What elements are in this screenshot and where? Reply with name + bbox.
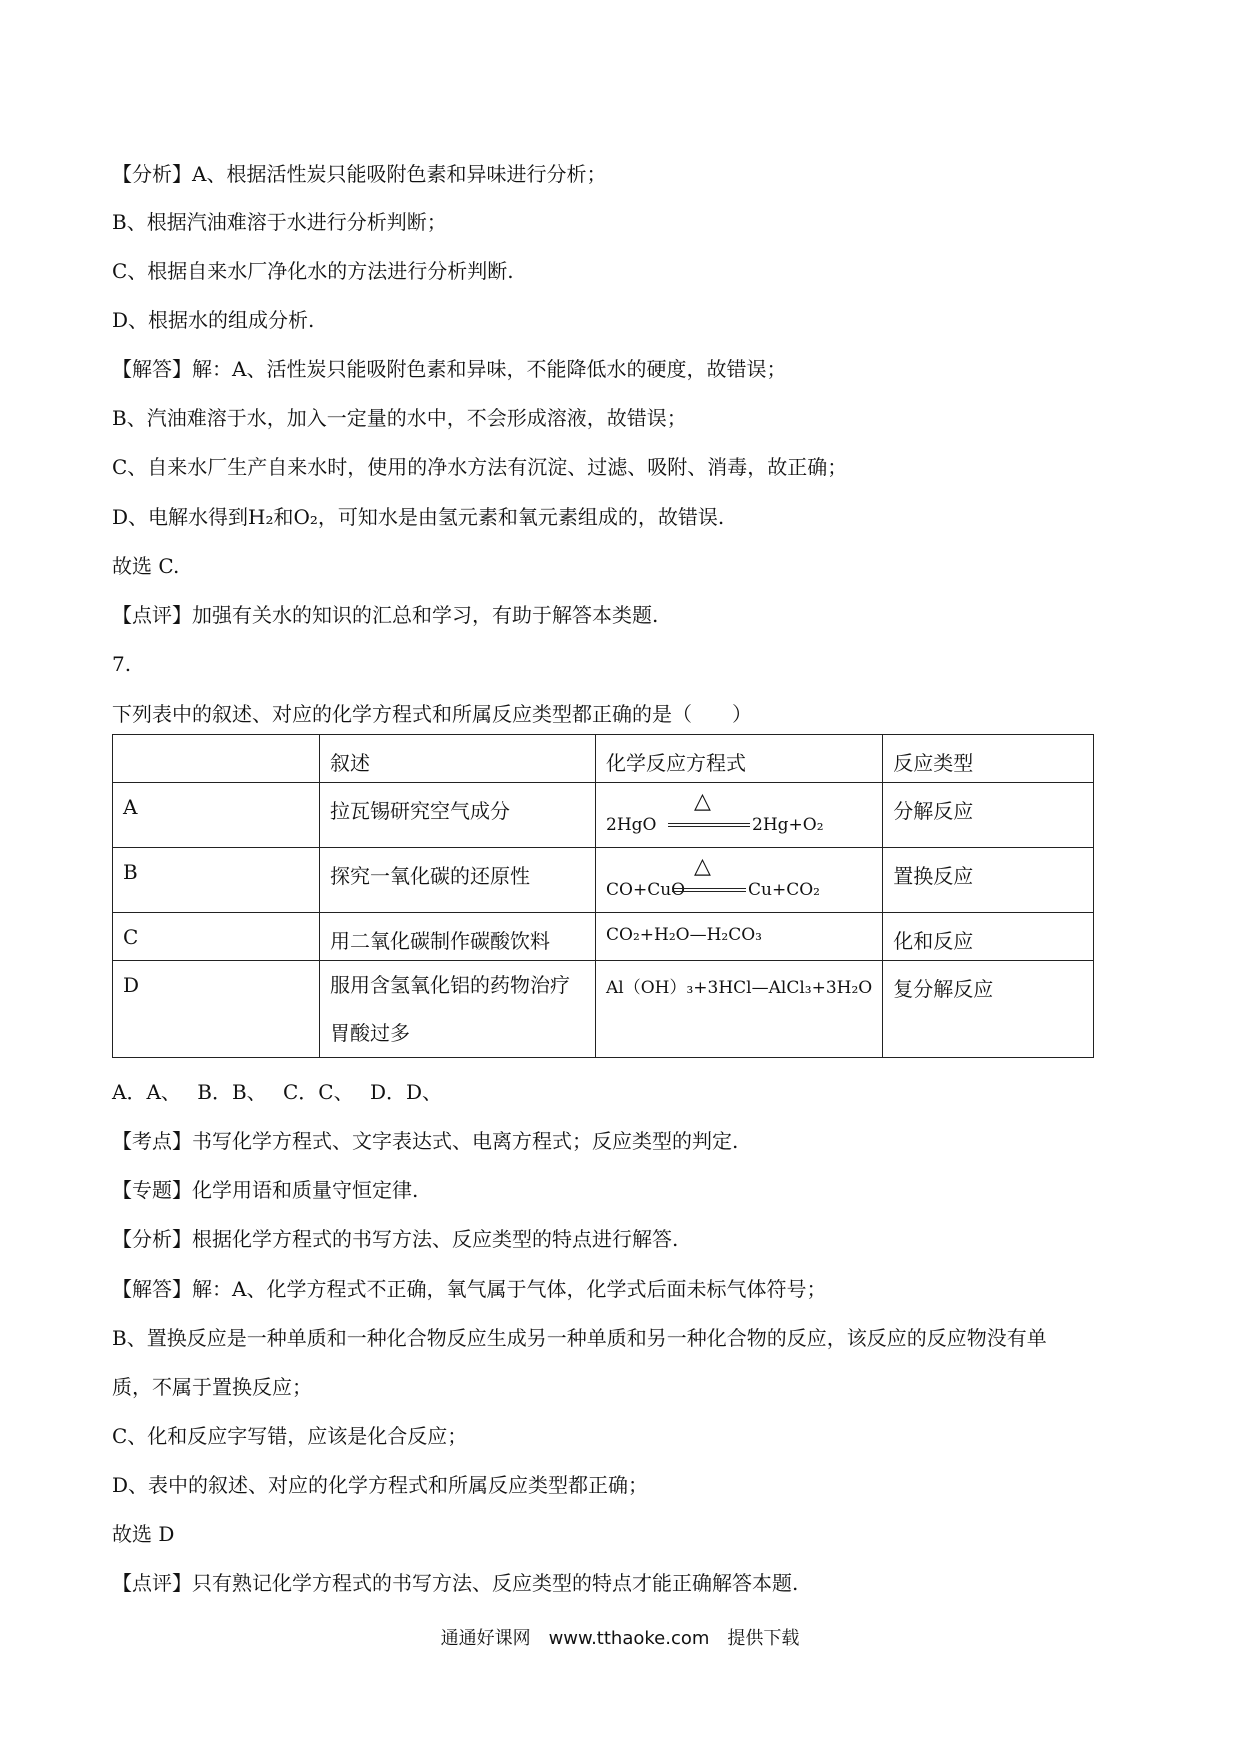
row-reaction-type: 分解反应 xyxy=(883,783,1094,848)
answer-comment: 【点评】加强有关水的知识的汇总和学习，有助于解答本类题. xyxy=(112,603,659,627)
description-line: 胃酸过多 xyxy=(330,1021,410,1045)
table-header-row xyxy=(113,735,1094,783)
row-label: B xyxy=(113,848,320,913)
jieda-line-2a: B、置换反应是一种单质和一种化合物反应生成另一种单质和另一种化合物的反应，该反应的反应物没有单 xyxy=(112,1326,1047,1350)
row-description xyxy=(320,961,596,1058)
equation xyxy=(606,854,872,912)
row-reaction-type: 置换反应 xyxy=(883,848,1094,913)
answer-choice: 故选 C. xyxy=(112,554,180,578)
jieda-line-1: 【解答】解：A、化学方程式不正确，氧气属于气体，化学式后面未标气体符号； xyxy=(112,1277,827,1301)
row-description: 用二氧化碳制作碳酸饮料 xyxy=(320,913,596,961)
kaodian-line: 【考点】书写化学方程式、文字表达式、电离方程式；反应类型的判定. xyxy=(112,1129,739,1153)
zhuanti-line: 【专题】化学用语和质量守恒定律. xyxy=(112,1178,419,1202)
table-header-cell: 化学反应方程式 xyxy=(596,735,883,783)
equation xyxy=(606,789,872,847)
table-header-cell: 反应类型 xyxy=(883,735,1094,783)
question-table xyxy=(112,734,1094,1058)
heat-symbol: △ xyxy=(694,789,711,814)
table-row xyxy=(113,848,1094,913)
row-equation xyxy=(596,783,883,848)
row-label: D xyxy=(113,961,320,1058)
row-equation: Al（OH）₃+3HCl—AlCl₃+3H₂O xyxy=(596,961,883,1058)
answer-line-1: 【解答】解：A、活性炭只能吸附色素和异味，不能降低水的硬度，故错误； xyxy=(112,357,787,381)
answer-line-2: B、汽油难溶于水，加入一定量的水中，不会形成溶液，故错误； xyxy=(112,406,687,430)
table-header-cell: 叙述 xyxy=(320,735,596,783)
row-label: A xyxy=(113,783,320,848)
equation-products: 2Hg+O₂ xyxy=(752,815,824,835)
equation-reactants: 2HgO xyxy=(606,815,657,835)
row-equation: CO₂+H₂O—H₂CO₃ xyxy=(596,913,883,961)
description-line: 服用含氢氧化铝的药物治疗 xyxy=(330,973,570,997)
equation-equals-sign xyxy=(668,823,750,827)
equation-products: Cu+CO₂ xyxy=(748,880,820,900)
row-equation xyxy=(596,848,883,913)
answer-line-4: D、电解水得到H₂和O₂，可知水是由氢元素和氧元素组成的，故错误. xyxy=(112,505,725,529)
jieda-line-4: D、表中的叙述、对应的化学方程式和所属反应类型都正确； xyxy=(112,1473,649,1497)
equation-reactants: CO+CuO xyxy=(606,880,686,900)
solution-choice: 故选 D xyxy=(112,1522,175,1546)
solution-comment: 【点评】只有熟记化学方程式的书写方法、反应类型的特点才能正确解答本题. xyxy=(112,1571,799,1595)
answer-options: A．A、 B．B、 C．C、 D．D、 xyxy=(112,1080,443,1104)
question-number: 7. xyxy=(112,652,132,676)
row-description: 拉瓦锡研究空气成分 xyxy=(320,783,596,848)
table-row xyxy=(113,783,1094,848)
jieda-line-3: C、化和反应字写错，应该是化合反应； xyxy=(112,1424,468,1448)
table-header-cell xyxy=(113,735,320,783)
answer-line-3: C、自来水厂生产自来水时，使用的净水方法有沉淀、过滤、吸附、消毒，故正确； xyxy=(112,455,848,479)
question-stem: 下列表中的叙述、对应的化学方程式和所属反应类型都正确的是（ ） xyxy=(112,702,752,726)
heat-symbol: △ xyxy=(694,854,711,879)
table-row xyxy=(113,961,1094,1058)
analysis-line-1: 【分析】A、根据活性炭只能吸附色素和异味进行分析； xyxy=(112,162,607,186)
row-reaction-type: 化和反应 xyxy=(883,913,1094,961)
row-reaction-type: 复分解反应 xyxy=(883,961,1094,1058)
fenxi-line: 【分析】根据化学方程式的书写方法、反应类型的特点进行解答. xyxy=(112,1227,679,1251)
jieda-line-2b: 质，不属于置换反应； xyxy=(112,1375,312,1399)
page-footer: 通通好课网 www.tthaoke.com 提供下载 xyxy=(440,1628,800,1649)
analysis-line-2: B、根据汽油难溶于水进行分析判断； xyxy=(112,210,447,234)
analysis-line-3: C、根据自来水厂净化水的方法进行分析判断. xyxy=(112,259,514,283)
table-row xyxy=(113,913,1094,961)
row-label: C xyxy=(113,913,320,961)
equation-equals-sign xyxy=(672,888,746,892)
analysis-line-4: D、根据水的组成分析. xyxy=(112,308,315,332)
row-description: 探究一氧化碳的还原性 xyxy=(320,848,596,913)
